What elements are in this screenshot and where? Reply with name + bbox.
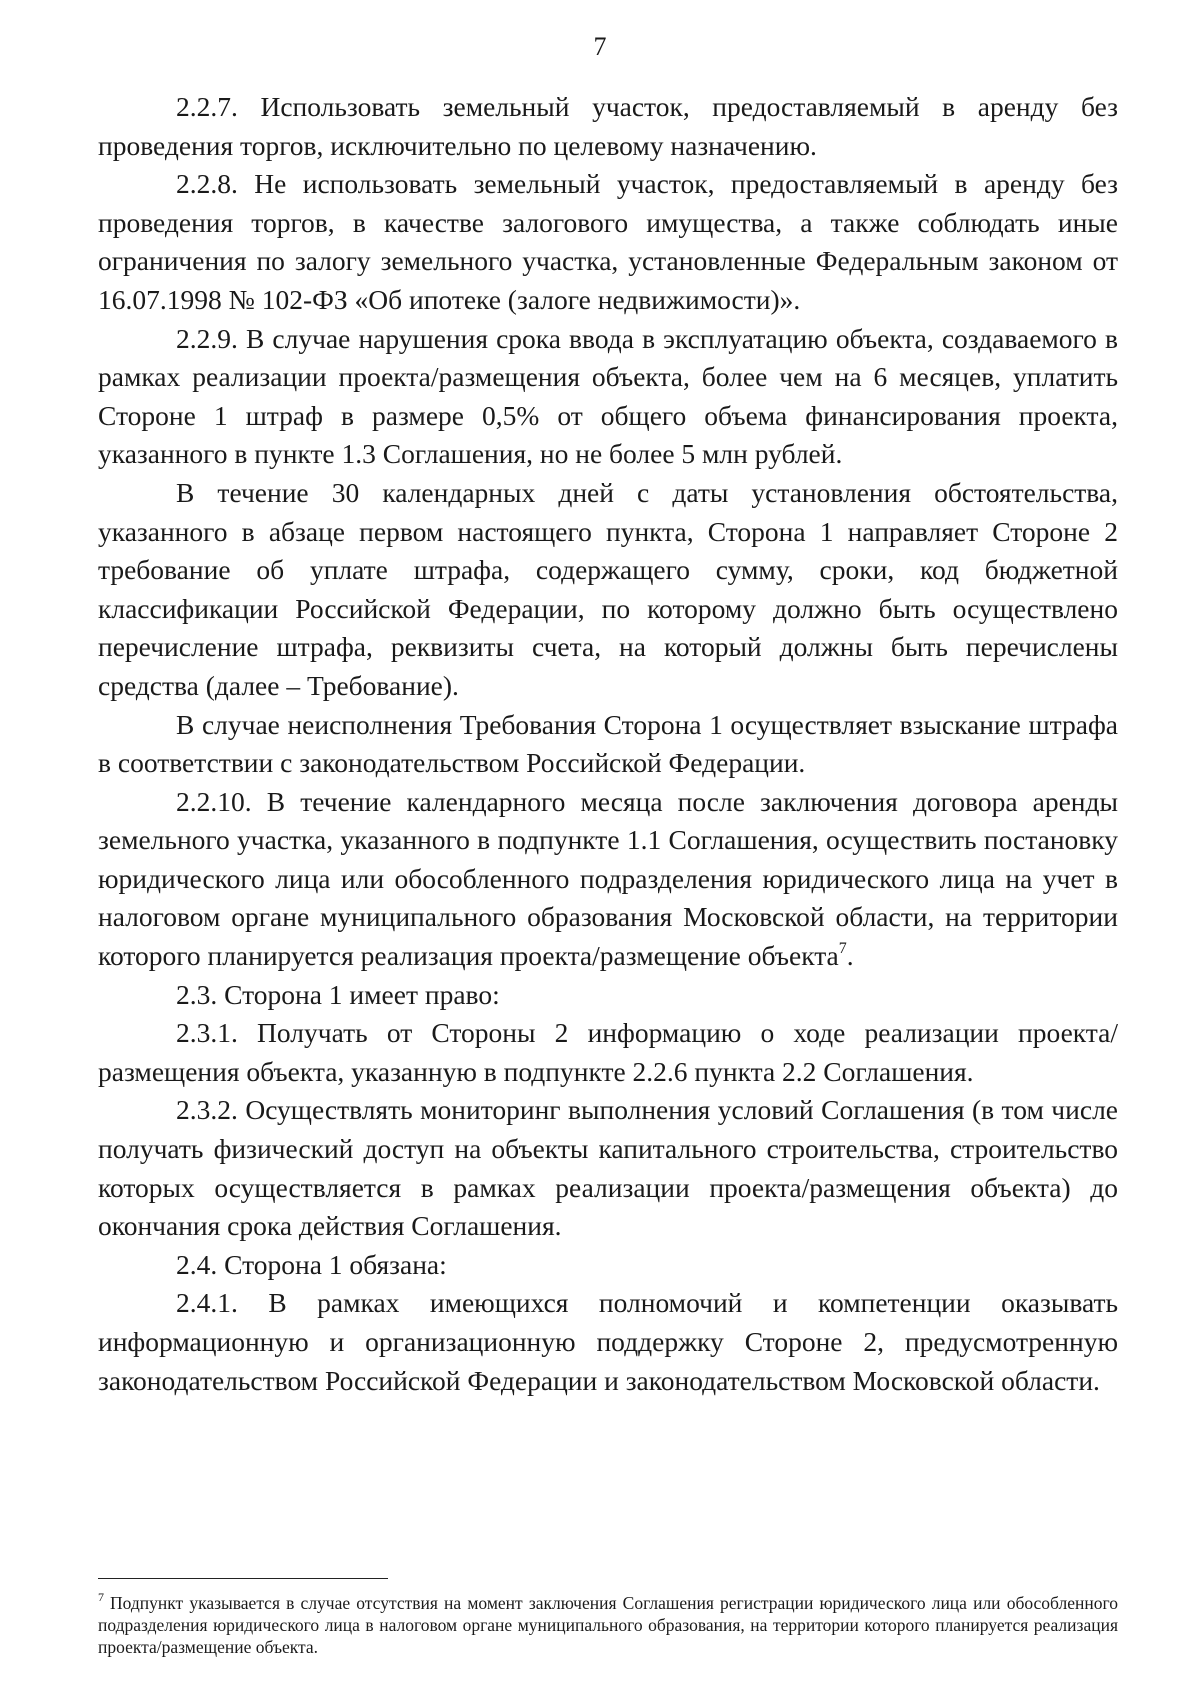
footnote-mark: 7 — [98, 1590, 104, 1604]
paragraph-2-3: 2.3. Сторона 1 имеет право: — [176, 978, 500, 1010]
footnote-reference-period: . — [846, 940, 854, 972]
paragraph-2-2-8: 2.2.8. Не использовать земельный участок, предоставляемый в аренду без проведения торгов, в качестве залогового имущества, а также соблюдать иные ограничения по залогу земельного участка, установленные Федеральным законом от 16.07.1998 № 102-ФЗ «Об ипотеке (залоге недвижимости)». — [98, 168, 1118, 315]
paragraph-2-3-1: 2.3.1. Получать от Стороны 2 информацию о ходе реализации проекта/размещения объекта, указанную в подпункте 2.2.6 пункта 2.2 Соглашения. — [98, 1017, 1118, 1087]
document-body — [98, 88, 1118, 1400]
paragraph-2-2-10 — [98, 783, 1118, 976]
page-number: 7 — [593, 32, 607, 61]
paragraph-2-2-7: 2.2.7. Использовать земельный участок, предоставляемый в аренду без проведения торгов, исключительно по целевому назначению. — [98, 91, 1118, 161]
paragraph-2-2-9: 2.2.9. В случае нарушения срока ввода в эксплуатацию объекта, создаваемого в рамках реализации проекта/размещения объекта, более чем на 6 месяцев, уплатить Стороне 1 штраф в размере 0,5% от общего объема финансирования проекта, указанного в пункте 1.3 Соглашения, но не более 5 млн рублей. — [98, 322, 1118, 470]
paragraph-2-3-2: 2.3.2. Осуществлять мониторинг выполнения условий Соглашения (в том числе получать физический доступ на объекты капитального строительства, строительство которых осуществляется в рамках реализации проекта/размещения объекта) до окончания срока действия Соглашения. — [98, 1094, 1118, 1242]
paragraph-2-2-10-text: 2.2.10. В течение календарного месяца после заключения договора аренды земельного участка, указанного в подпункте 1.1 Соглашения, осуществить постановку юридического лица или обособленного подразделения юридического лица на учет в налоговом органе муниципального образования Московской области, на территории которого планируется реализация проекта/размещение объекта — [98, 785, 1118, 972]
footnote-text: Подпункт указывается в случае отсутствия на момент заключения Соглашения регистрации юридического лица или обособленного подразделения юридического лица в налоговом органе муниципального образования, на территории которого планируется реализация проекта/размещение объекта. — [98, 1593, 1118, 1657]
footnote-divider — [98, 1578, 388, 1579]
footnote-reference: 7 — [838, 940, 847, 958]
paragraph-2-4-1: 2.4.1. В рамках имеющихся полномочий и компетенции оказывать информационную и организационную поддержку Стороне 2, предусмотренную законодательством Российской Федерации и законодательством Московской области. — [98, 1287, 1118, 1396]
paragraph-2-4: 2.4. Сторона 1 обязана: — [176, 1248, 447, 1280]
paragraph-demand-notice: В течение 30 календарных дней с даты установления обстоятельства, указанного в абзаце первом настоящего пункта, Сторона 1 направляет Стороне 2 требование об уплате штрафа, содержащего сумму, сроки, код бюджетной классификации Российской Федерации, по которому должно быть осуществлено перечисление штрафа, реквизиты счета, на который должны быть перечислены средства (далее – Требование). — [98, 476, 1118, 701]
paragraph-demand-enforcement: В случае неисполнения Требования Сторона 1 осуществляет взыскание штрафа в соответствии с законодательством Российской Федерации. — [98, 708, 1118, 779]
footnote — [98, 1592, 1118, 1658]
